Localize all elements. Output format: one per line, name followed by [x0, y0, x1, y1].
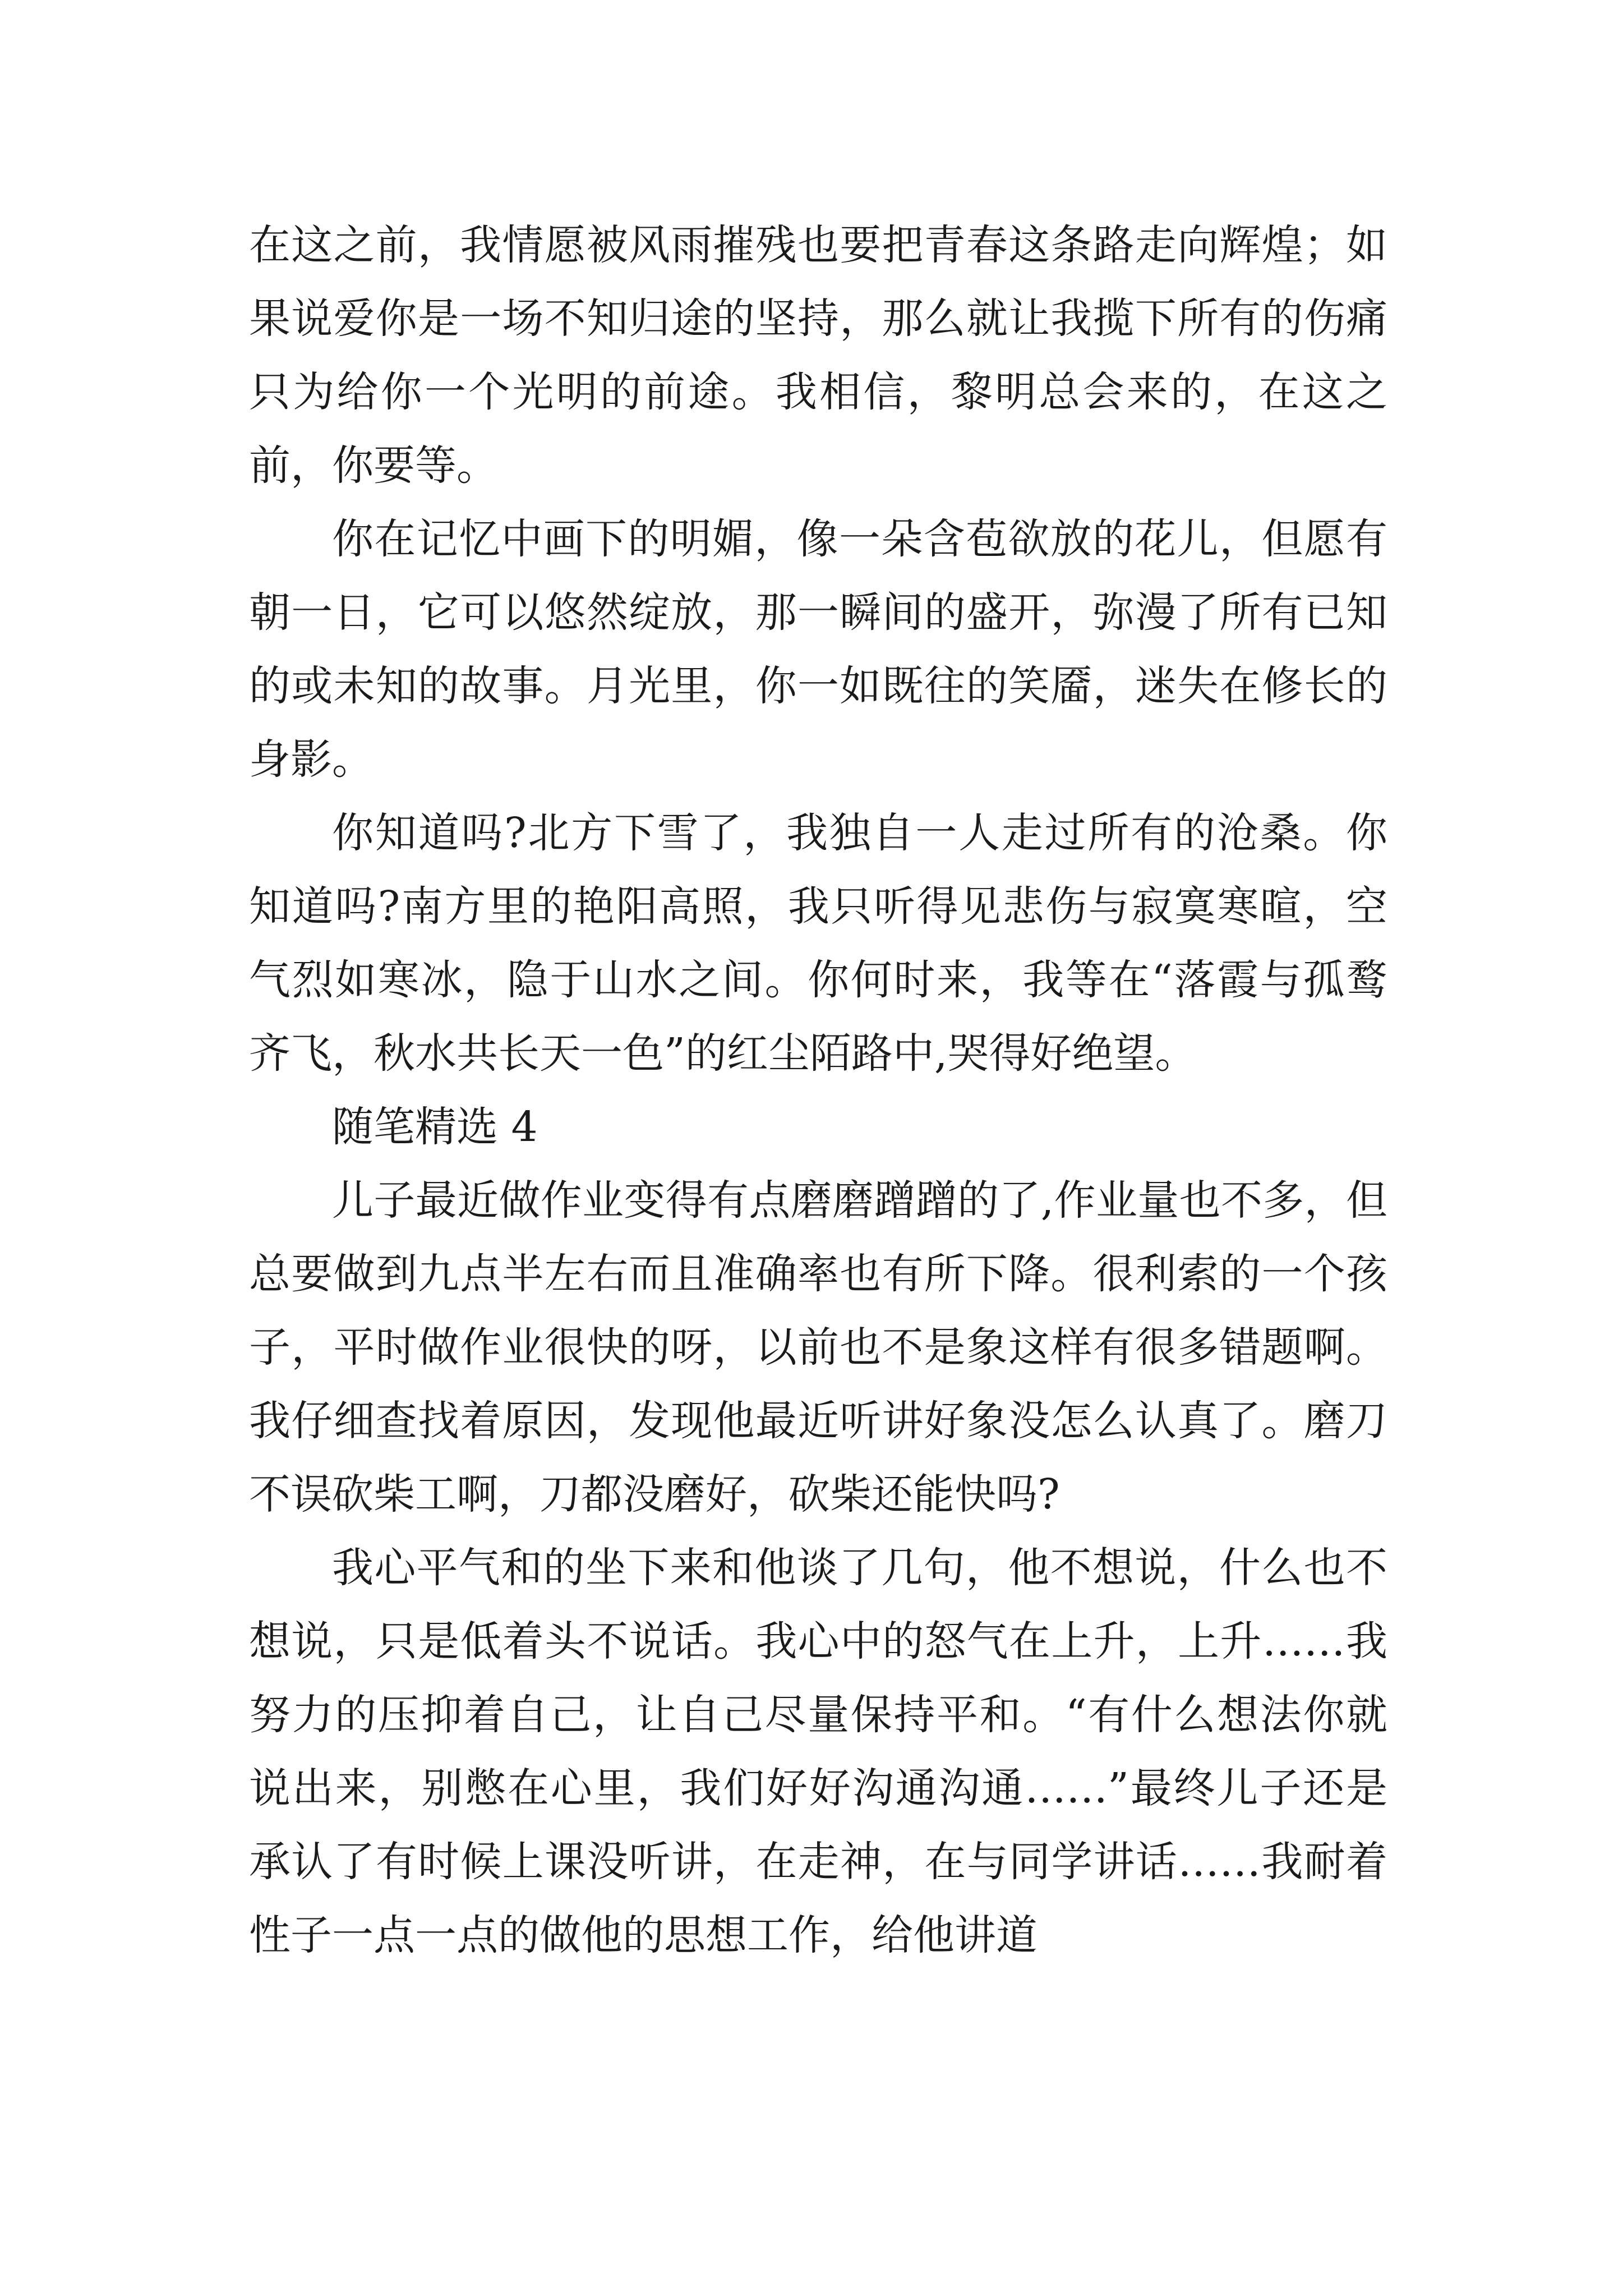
paragraph-4: 儿子最近做作业变得有点磨磨蹭蹭的了,作业量也不多，但总要做到九点半左右而且准确率也有所下降。很利索的一个孩子，平时做作业很快的呀，以前也不是象这样有很多错题啊。我仔细查找着原因，发现他最近听讲好象没怎么认真了。磨刀不误砍柴工啊，刀都没磨好，砍柴还能快吗?: [249, 1176, 1387, 1519]
paragraph-5: 我心平气和的坐下来和他谈了几句，他不想说，什么也不想说，只是低着头不说话。我心中的怒气在上升，上升……我努力的压抑着自己，让自己尽量保持平和。“有什么想法你就说出来，别憋在心里，我们好好沟通沟通……”最终儿子还是承认了有时候上课没听讲，在走神，在与同学讲话……我耐着性子一点一点的做他的思想工作，给他讲道: [249, 1544, 1387, 1959]
paragraph-2: 你在记忆中画下的明媚，像一朵含苞欲放的花儿，但愿有朝一日，它可以悠然绽放，那一瞬间的盛开，弥漫了所有已知的或未知的故事。月光里，你一如既往的笑靥，迷失在修长的身影。: [249, 515, 1387, 784]
paragraph-1: 在这之前，我情愿被风雨摧残也要把青春这条路走向辉煌；如果说爱你是一场不知归途的坚持，那么就让我揽下所有的伤痛只为给你一个光明的前途。我相信，黎明总会来的，在这之前，你要等。: [249, 221, 1387, 490]
body-text: [249, 209, 1387, 1972]
paragraph-3: 你知道吗?北方下雪了，我独自一人走过所有的沧桑。你知道吗?南方里的艳阳高照，我只听得见悲伤与寂寞寒暄，空气烈如寒冰，隐于山水之间。你何时来，我等在“落霞与孤鹜齐飞，秋水共长天一色”的红尘陌路中,哭得好绝望。: [249, 809, 1387, 1078]
section-title: 随笔精选 4: [332, 1103, 538, 1151]
